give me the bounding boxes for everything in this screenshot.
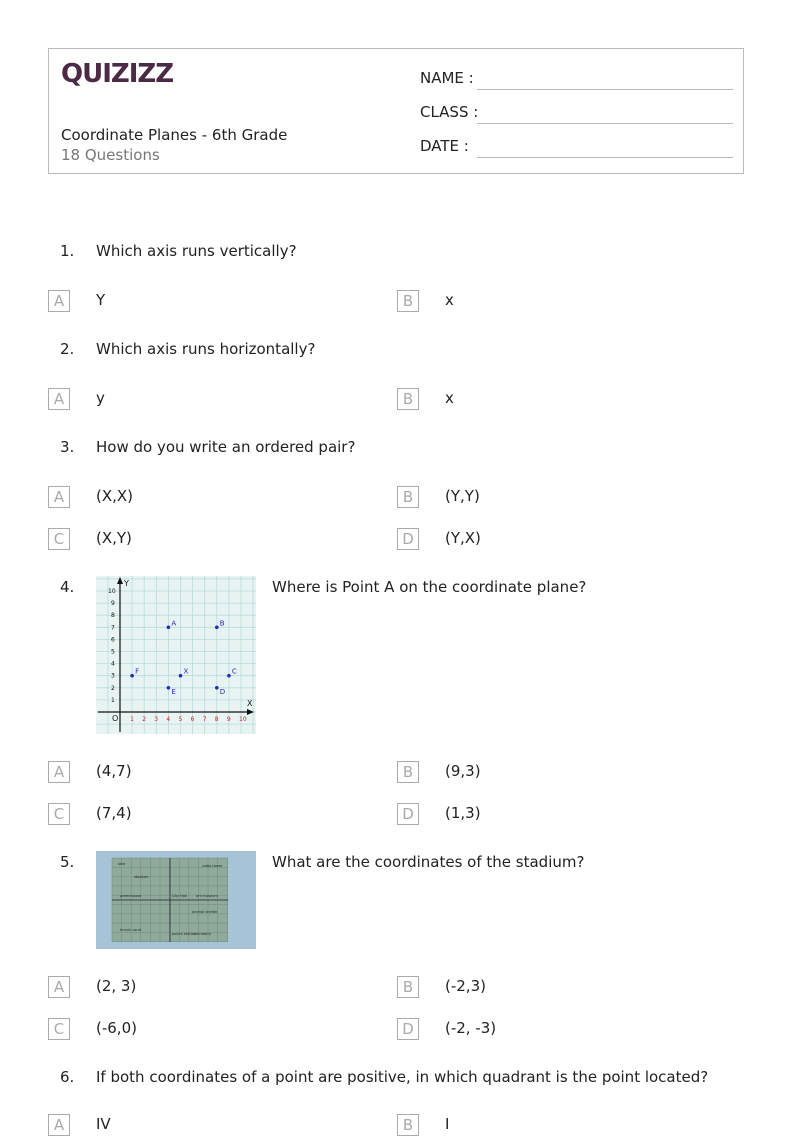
map-label: City Hall (172, 894, 188, 898)
class-field[interactable] (477, 123, 733, 124)
option-b-box[interactable]: B (397, 290, 419, 312)
worksheet-header (48, 48, 744, 174)
point-label-f: F (135, 667, 140, 676)
point-label-a: A (171, 619, 177, 628)
question-text: Where is Point A on the coordinate plane? (272, 578, 587, 596)
option-a-box[interactable]: A (48, 290, 70, 312)
map-label: lake (118, 862, 126, 866)
option-a-text[interactable]: (2, 3) (96, 977, 137, 995)
y-axis-label: Y (124, 579, 129, 588)
map-label: radio tower (202, 864, 223, 868)
quizizz-logo: QUIZIZZ (61, 59, 174, 89)
option-b-text[interactable]: I (445, 1115, 450, 1133)
option-b-text[interactable]: (Y,Y) (445, 487, 480, 505)
question-number: 5. (60, 853, 75, 871)
option-d-text[interactable]: (1,3) (445, 804, 481, 822)
option-c-box[interactable]: C (48, 803, 70, 825)
point-label-x: X (183, 667, 189, 676)
city-map-image (96, 851, 256, 949)
y-tick-label: 6 (111, 636, 115, 644)
y-tick-label: 5 (111, 648, 115, 656)
date-label: DATE : (420, 137, 469, 155)
option-a-text[interactable]: y (96, 389, 105, 407)
option-b-box[interactable]: B (397, 1114, 419, 1136)
question-number: 4. (60, 578, 75, 596)
city-map-svg (96, 851, 256, 949)
question-number: 6. (60, 1068, 75, 1086)
option-a-box[interactable]: A (48, 486, 70, 508)
x-tick-label: 2 (142, 716, 147, 723)
option-d-text[interactable]: (Y,X) (445, 529, 481, 547)
option-a-text[interactable]: Y (96, 291, 106, 309)
question-text: Which axis runs vertically? (96, 242, 297, 260)
worksheet-title: Coordinate Planes - 6th Grade (61, 126, 288, 144)
x-tick-label: 8 (214, 716, 219, 723)
point-a (167, 626, 171, 630)
map-label: stadium (134, 875, 149, 879)
x-tick-label: 10 (239, 716, 247, 723)
y-tick-label: 4 (111, 660, 115, 668)
question-count: 18 Questions (61, 146, 160, 164)
option-d-text[interactable]: (-2, -3) (445, 1019, 497, 1037)
x-tick-label: 6 (190, 716, 195, 723)
x-tick-label: 3 (154, 716, 159, 723)
y-tick-label: 2 (111, 684, 115, 692)
option-b-text[interactable]: (-2,3) (445, 977, 486, 995)
question-number: 2. (60, 340, 75, 358)
x-tick-label: 1 (130, 716, 134, 723)
origin-label: O (112, 714, 119, 723)
x-axis-label: X (247, 699, 253, 708)
question-number: 1. (60, 242, 75, 260)
y-tick-label: 3 (111, 672, 115, 680)
option-c-box[interactable]: C (48, 528, 70, 550)
y-tick-label: 8 (111, 612, 115, 620)
point-x (179, 674, 183, 678)
option-d-box[interactable]: D (397, 528, 419, 550)
question-text: What are the coordinates of the stadium? (272, 853, 585, 871)
point-f (130, 674, 134, 678)
point-label-e: E (171, 687, 176, 696)
option-a-text[interactable]: (X,X) (96, 487, 134, 505)
option-b-box[interactable]: B (397, 486, 419, 508)
option-a-box[interactable]: A (48, 761, 70, 783)
map-label: cemetery (194, 932, 212, 936)
option-b-box[interactable]: B (397, 761, 419, 783)
name-field[interactable] (477, 89, 733, 90)
x-tick-label: 5 (178, 716, 183, 723)
coordinate-plane-svg (96, 576, 256, 734)
point-e (167, 686, 171, 690)
option-a-box[interactable]: A (48, 1114, 70, 1136)
map-label: art museum (196, 894, 218, 898)
option-c-text[interactable]: (-6,0) (96, 1019, 137, 1037)
map-label: police station (172, 932, 197, 936)
x-tick-label: 7 (202, 716, 207, 723)
map-label: greenhouse (120, 894, 142, 898)
point-c (227, 674, 231, 678)
option-b-box[interactable]: B (397, 976, 419, 998)
option-a-box[interactable]: A (48, 976, 70, 998)
option-d-box[interactable]: D (397, 1018, 419, 1040)
point-d (215, 686, 219, 690)
option-a-text[interactable]: IV (96, 1115, 111, 1133)
question-number: 3. (60, 438, 75, 456)
x-tick-label: 9 (226, 716, 231, 723)
map-label: animal shelter (192, 910, 218, 914)
option-d-box[interactable]: D (397, 803, 419, 825)
option-c-text[interactable]: (X,Y) (96, 529, 132, 547)
y-tick-label: 9 (111, 600, 115, 608)
map-label: tennis court (120, 928, 142, 932)
question-text: How do you write an ordered pair? (96, 438, 356, 456)
question-text: Which axis runs horizontally? (96, 340, 316, 358)
option-c-box[interactable]: C (48, 1018, 70, 1040)
coordinate-plane-image (96, 576, 256, 734)
y-tick-label: 7 (111, 624, 115, 632)
option-b-text[interactable]: (9,3) (445, 762, 481, 780)
point-label-c: C (231, 667, 237, 676)
point-label-b: B (219, 619, 225, 628)
option-b-text[interactable]: x (445, 291, 454, 309)
question-text: If both coordinates of a point are positive, in which quadrant is the point located? (96, 1068, 709, 1086)
point-b (215, 626, 219, 630)
option-a-text[interactable]: (4,7) (96, 762, 132, 780)
option-c-text[interactable]: (7,4) (96, 804, 132, 822)
point-label-d: D (219, 687, 226, 696)
x-tick-label: 4 (166, 716, 171, 723)
option-a-box[interactable]: A (48, 388, 70, 410)
option-b-box[interactable]: B (397, 388, 419, 410)
option-b-text[interactable]: x (445, 389, 454, 407)
y-tick-label: 10 (108, 588, 116, 595)
name-label: NAME : (420, 69, 474, 87)
y-tick-label: 1 (111, 696, 115, 704)
date-field[interactable] (477, 157, 733, 158)
class-label: CLASS : (420, 103, 479, 121)
